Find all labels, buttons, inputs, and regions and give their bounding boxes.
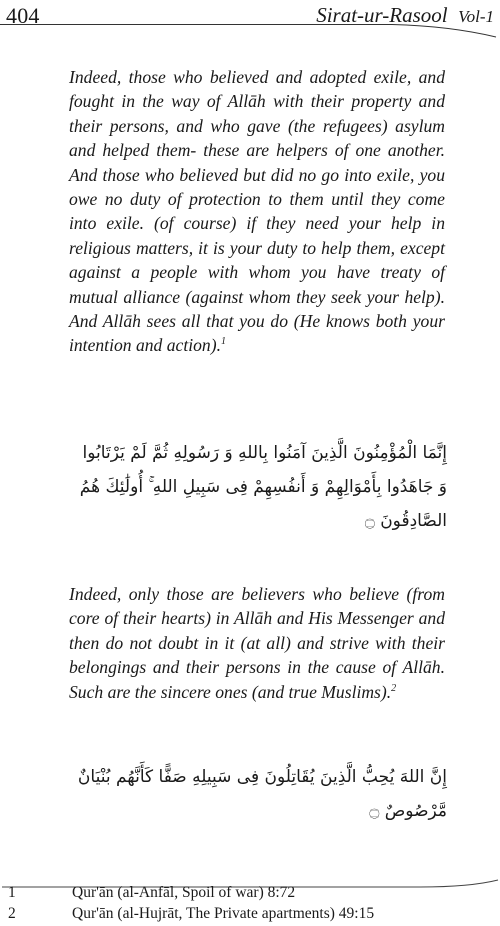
paragraph-2-text: Indeed, only those are believers who believe (from core of their hearts) in Allāh and His Messenger and then do not doubt in it (at all) and strive with their belongings and their persons in the cause of Allāh. Such are the sincere ones (and true Muslims). — [69, 584, 445, 702]
header-rule — [0, 0, 500, 40]
page-header — [0, 0, 500, 40]
volume-label: Vol-1 — [458, 7, 494, 26]
footnote-number: 1 — [8, 884, 16, 901]
body-paragraph-1 — [69, 65, 445, 358]
arabic-verse-1: إِنَّمَا الْمُؤْمِنُونَ الَّذِينَ آمَنُوا بِاللهِ وَ رَسُولِهِ ثُمَّ لَمْ يَرْتَابُوا وَ جَاهَدُوا بِأَمْوَالِهِمْ وَ أَنفُسِهِمْ فِى سَبِيلِ اللهِ ۚ أُولَٰئِكَ هُمُ الصَّادِقُونَ ۝ — [79, 443, 447, 531]
footnote-text: Qur'ān (al-Hujrāt, The Private apartments) 49:15 — [72, 905, 375, 922]
footnote-text: Qur'ān (al-Anfāl, Spoil of war) 8:72 — [72, 884, 296, 901]
footnote-ref-1: 1 — [220, 336, 226, 348]
footnote-ref-2: 2 — [391, 682, 397, 694]
footnote-number: 2 — [8, 905, 16, 922]
body-paragraph-2 — [69, 582, 445, 704]
running-title: Sirat-ur-Rasool — [316, 3, 448, 27]
page-number: 404 — [6, 3, 40, 28]
paragraph-1-text: Indeed, those who believed and adopted exile, and fought in the way of Allāh with their property and their persons, and who gave (the refugees) asylum and helped them- these are helpers of one another. And those who believed but did no go into exile, you owe no duty of protection to them until they come into exile. (of course) if they need your help in religious matters, it is your duty to help them, except against a people with whom you have treaty of mutual alliance (against whom they seek your help). And Allāh sees all that you do (He knows both your intention and action). — [69, 67, 445, 356]
arabic-verse-2: إِنَّ اللهَ يُحِبُّ الَّذِينَ يُقَاتِلُونَ فِى سَبِيلِهِ صَفًّا كَأَنَّهُم بُنْيَانٌ مَّرْصُوصٌ ۝ — [77, 767, 447, 821]
